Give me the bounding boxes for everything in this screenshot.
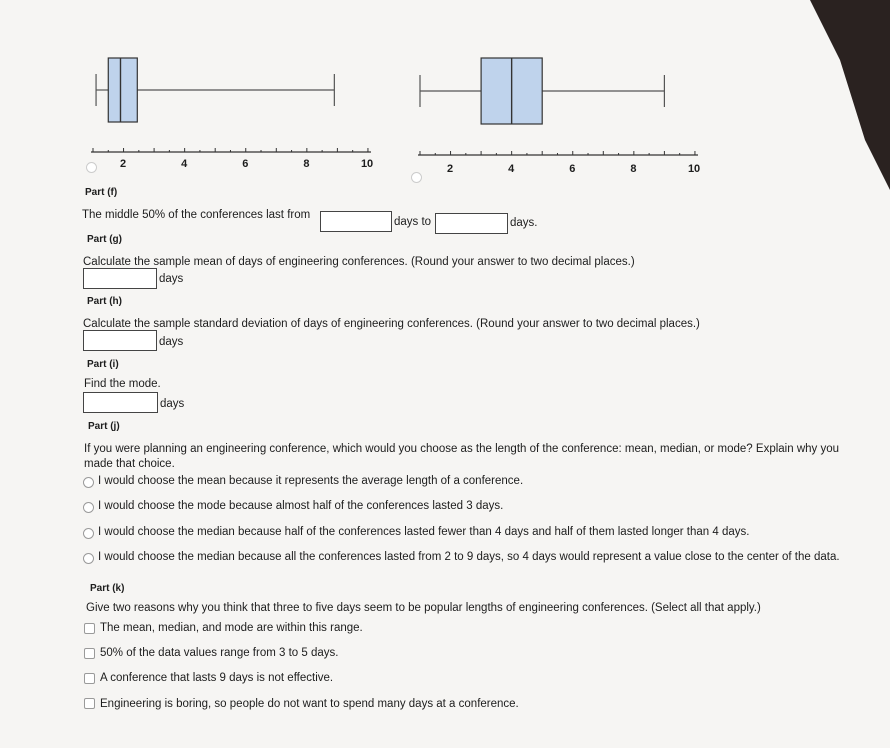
option-median-half-label: I would choose the median because half of the conferences lasted fewer than 4 days and half of them lasted longer than 4 days. xyxy=(98,526,750,538)
x-tick-label: 6 xyxy=(569,163,576,175)
part-i-unit: days xyxy=(160,398,185,410)
option-median-half-radio[interactable] xyxy=(83,528,94,539)
x-tick-label: 10 xyxy=(687,163,701,175)
part-g-unit: days xyxy=(159,273,184,285)
box-plot-b xyxy=(418,58,698,155)
reason-mean-median-mode-label: The mean, median, and mode are within this range. xyxy=(100,622,363,634)
box-plots-figure xyxy=(0,0,890,190)
x-tick-label: 2 xyxy=(120,158,127,170)
x-tick-label: 4 xyxy=(181,158,188,170)
option-mean-radio[interactable] xyxy=(83,477,94,488)
option-median-range-label: I would choose the median because all the conferences lasted from 2 to 9 days, so 4 days would represent a value close to the center of the data. xyxy=(98,551,840,563)
reason-nine-days-checkbox[interactable] xyxy=(84,673,95,684)
x-tick-label: 6 xyxy=(242,158,249,170)
reason-mean-median-mode-checkbox[interactable] xyxy=(84,623,95,634)
part-g-prompt: Calculate the sample mean of days of engineering conferences. (Round your answer to two decimal places.) xyxy=(83,256,635,268)
part-f-label: Part (f) xyxy=(85,187,118,198)
reason-fifty-percent-checkbox[interactable] xyxy=(84,648,95,659)
part-f-after: days. xyxy=(510,217,538,229)
graph-a-radio[interactable] xyxy=(86,162,97,173)
box-plot-a xyxy=(91,58,371,152)
reason-boring-label: Engineering is boring, so people do not want to spend many days at a conference. xyxy=(100,698,519,710)
part-k-label: Part (k) xyxy=(90,583,125,594)
reason-nine-days-label: A conference that lasts 9 days is not effective. xyxy=(100,672,334,684)
iqr-lower-input[interactable] xyxy=(320,211,392,232)
x-tick-label: 8 xyxy=(303,158,310,170)
option-median-range-radio[interactable] xyxy=(83,553,94,564)
part-j-label: Part (j) xyxy=(88,421,120,432)
graph-b-radio[interactable] xyxy=(411,172,422,183)
x-tick-label: 4 xyxy=(508,163,515,175)
part-j-prompt-line1: If you were planning an engineering conference, which would you choose as the length of the conference: mean, median, or mode? Explain why you xyxy=(84,443,840,455)
part-h-label: Part (h) xyxy=(87,296,122,307)
mean-input[interactable] xyxy=(83,268,157,289)
mode-input[interactable] xyxy=(83,392,158,413)
x-tick-label: 8 xyxy=(630,163,637,175)
reason-fifty-percent-label: 50% of the data values range from 3 to 5 days. xyxy=(100,647,339,659)
part-h-prompt: Calculate the sample standard deviation of days of engineering conferences. (Round your answer to two decimal places.) xyxy=(83,318,700,330)
option-mean-label: I would choose the mean because it represents the average length of a conference. xyxy=(98,475,524,487)
part-i-prompt: Find the mode. xyxy=(84,378,161,390)
iqr-box xyxy=(108,58,137,122)
option-mode-radio[interactable] xyxy=(83,502,94,513)
option-mode-label: I would choose the mode because almost half of the conferences lasted 3 days. xyxy=(98,500,504,512)
part-f-prompt: The middle 50% of the conferences last from xyxy=(82,209,311,221)
reason-boring-checkbox[interactable] xyxy=(84,698,95,709)
part-i-label: Part (i) xyxy=(87,359,119,370)
std-dev-input[interactable] xyxy=(83,330,157,351)
part-j-prompt-line2: made that choice. xyxy=(84,458,175,470)
x-tick-label: 2 xyxy=(447,163,454,175)
part-g-label: Part (g) xyxy=(87,234,122,245)
part-k-prompt: Give two reasons why you think that three to five days seem to be popular lengths of engineering conferences. (Select all that apply.) xyxy=(86,602,761,614)
x-tick-label: 10 xyxy=(360,158,374,170)
iqr-upper-input[interactable] xyxy=(435,213,508,234)
part-f-between: days to xyxy=(394,216,432,228)
part-h-unit: days xyxy=(159,336,184,348)
